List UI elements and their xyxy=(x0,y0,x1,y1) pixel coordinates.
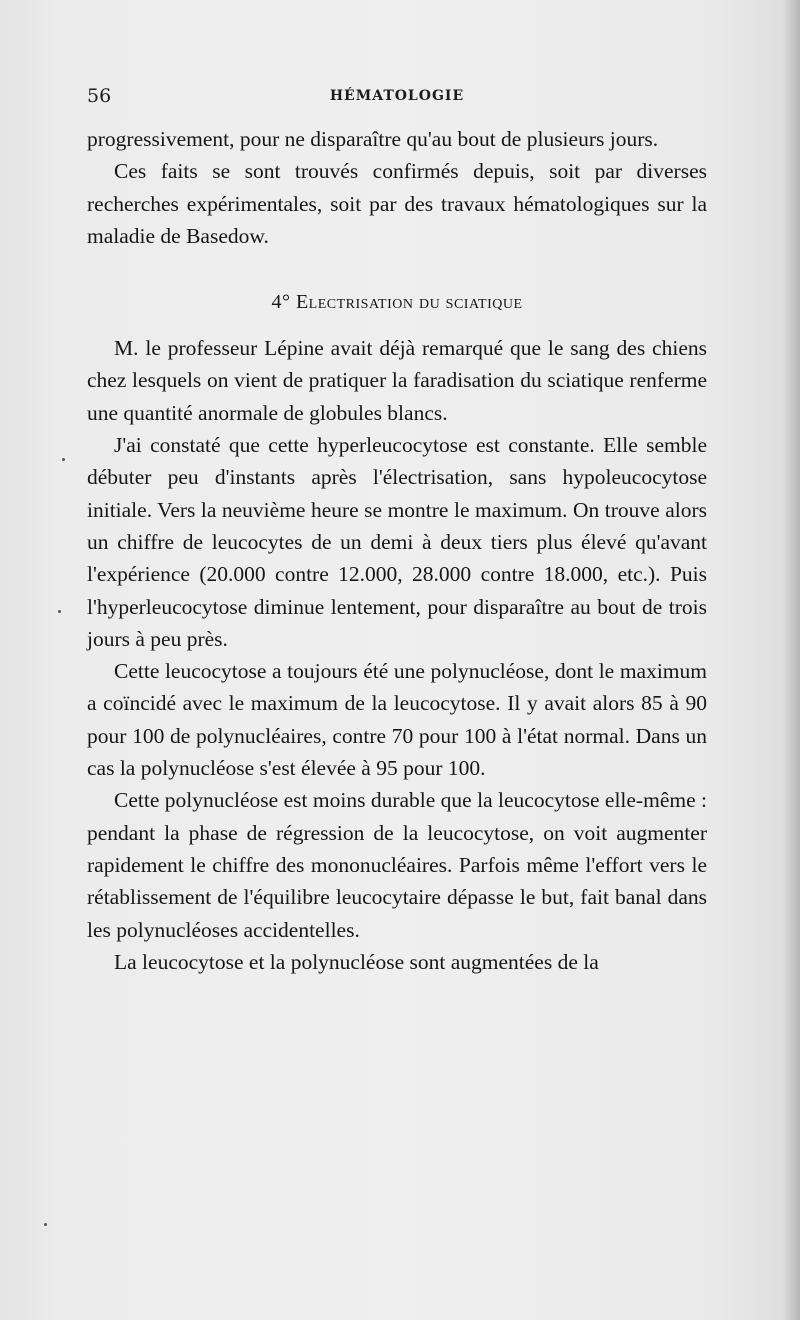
page-edge-shadow xyxy=(782,0,800,1320)
print-speck xyxy=(44,1223,47,1226)
paragraph-6: Cette polynucléose est moins durable que la leucocytose elle-même : pendant la phase de régression de la leucocytose, on voit augmenter rapidement le chiffre des mononucléaires. Parfois même l'effort vers le rétablissement de l'équilibre leucocytaire dépasse le but, fait banal dans les polynucléoses accidentelles. xyxy=(87,788,707,942)
print-speck xyxy=(62,458,65,461)
body-text xyxy=(87,123,707,978)
paragraph-7: La leucocytose et la polynucléose sont augmentées de la xyxy=(114,949,599,974)
page-number: 56 xyxy=(87,85,112,107)
paragraph-5: Cette leucocytose a toujours été une polynucléose, dont le maximum a coïncidé avec le maximum de la leucocytose. Il y avait alors 85 à 90 pour 100 de polynucléaires, contre 70 pour 100 à l'état normal. Dans un cas la polynucléose s'est élevée à 95 pour 100. xyxy=(87,659,707,781)
paragraph-1: progressivement, pour ne disparaître qu'au bout de plusieurs jours. xyxy=(87,127,659,151)
paragraph-2: Ces faits se sont trouvés confirmés depuis, soit par diverses recherches expérimentales, soit par des travaux hématologiques sur la maladie de Basedow. xyxy=(87,159,707,248)
paragraph-4: J'ai constaté que cette hyperleucocytose est constante. Elle semble débuter peu d'instants après l'électrisation, sans hypoleucocytose initiale. Vers la neuvième heure se montre le maximum. On trouve alors un chiffre de leucocytes de un demi à deux tiers plus élevé qu'avant l'expérience (20.000 contre 12.000, 28.000 contre 18.000, etc.). Puis l'hyperleucocytose diminue lentement, pour disparaître au bout de trois jours à peu près. xyxy=(87,433,707,651)
running-title: HÉMATOLOGIE xyxy=(329,88,465,104)
paragraph-3: M. le professeur Lépine avait déjà remarqué que le sang des chiens chez lesquels on vient de pratiquer la faradisation du sciatique renferme une quantité anormale de globules blancs. xyxy=(87,336,707,425)
section-heading: 4° Electrisation du sciatique xyxy=(271,291,523,314)
page-header xyxy=(87,85,707,111)
print-speck xyxy=(58,610,61,613)
